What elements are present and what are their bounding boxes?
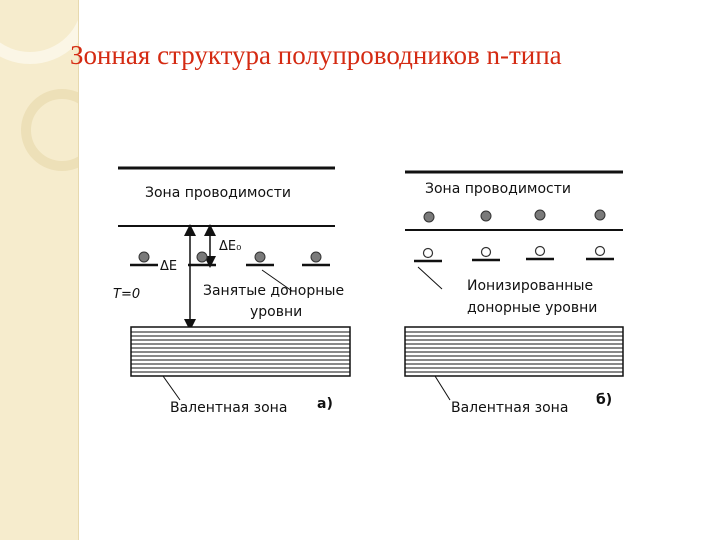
electron-dot: [139, 252, 149, 262]
ionized-donor-circle: [424, 249, 433, 258]
delta-e0-label: ΔE₀: [219, 239, 242, 254]
electron-dot: [595, 210, 605, 220]
electron-dot: [197, 252, 207, 262]
electron-dot: [424, 212, 434, 222]
occupied-donor-label-line1: Занятые донорные: [203, 283, 345, 299]
ionized-donor-circle: [536, 247, 545, 256]
electron-dot: [481, 211, 491, 221]
electron-dot: [255, 252, 265, 262]
panel-letter-a: а): [317, 396, 333, 412]
ionized-donor-label-line2: донорные уровни: [467, 300, 598, 316]
electron-dot: [535, 210, 545, 220]
valence-band-label-b: Валентная зона: [451, 400, 569, 416]
occupied-donor-label-line2: уровни: [250, 304, 303, 320]
pointer-line: [435, 376, 450, 400]
temperature-label: T=0: [113, 287, 141, 302]
panel-b: [405, 172, 623, 416]
delta-e-label: ΔE: [160, 259, 178, 274]
panel-letter-b: б): [596, 392, 613, 408]
panel-a: [113, 168, 350, 416]
ionized-donor-circle: [596, 247, 605, 256]
electron-dot: [311, 252, 321, 262]
ionized-donor-label-line1: Ионизированные: [467, 278, 594, 294]
ionized-donor-circle: [482, 248, 491, 257]
pointer-line: [163, 376, 180, 400]
conduction-band-label-a: Зона проводимости: [145, 185, 292, 201]
pointer-line: [418, 267, 442, 289]
conduction-band-label-b: Зона проводимости: [425, 181, 572, 197]
slide-title: Зонная структура полупроводников n-типа: [70, 40, 562, 70]
valence-band-label-a: Валентная зона: [170, 400, 288, 416]
